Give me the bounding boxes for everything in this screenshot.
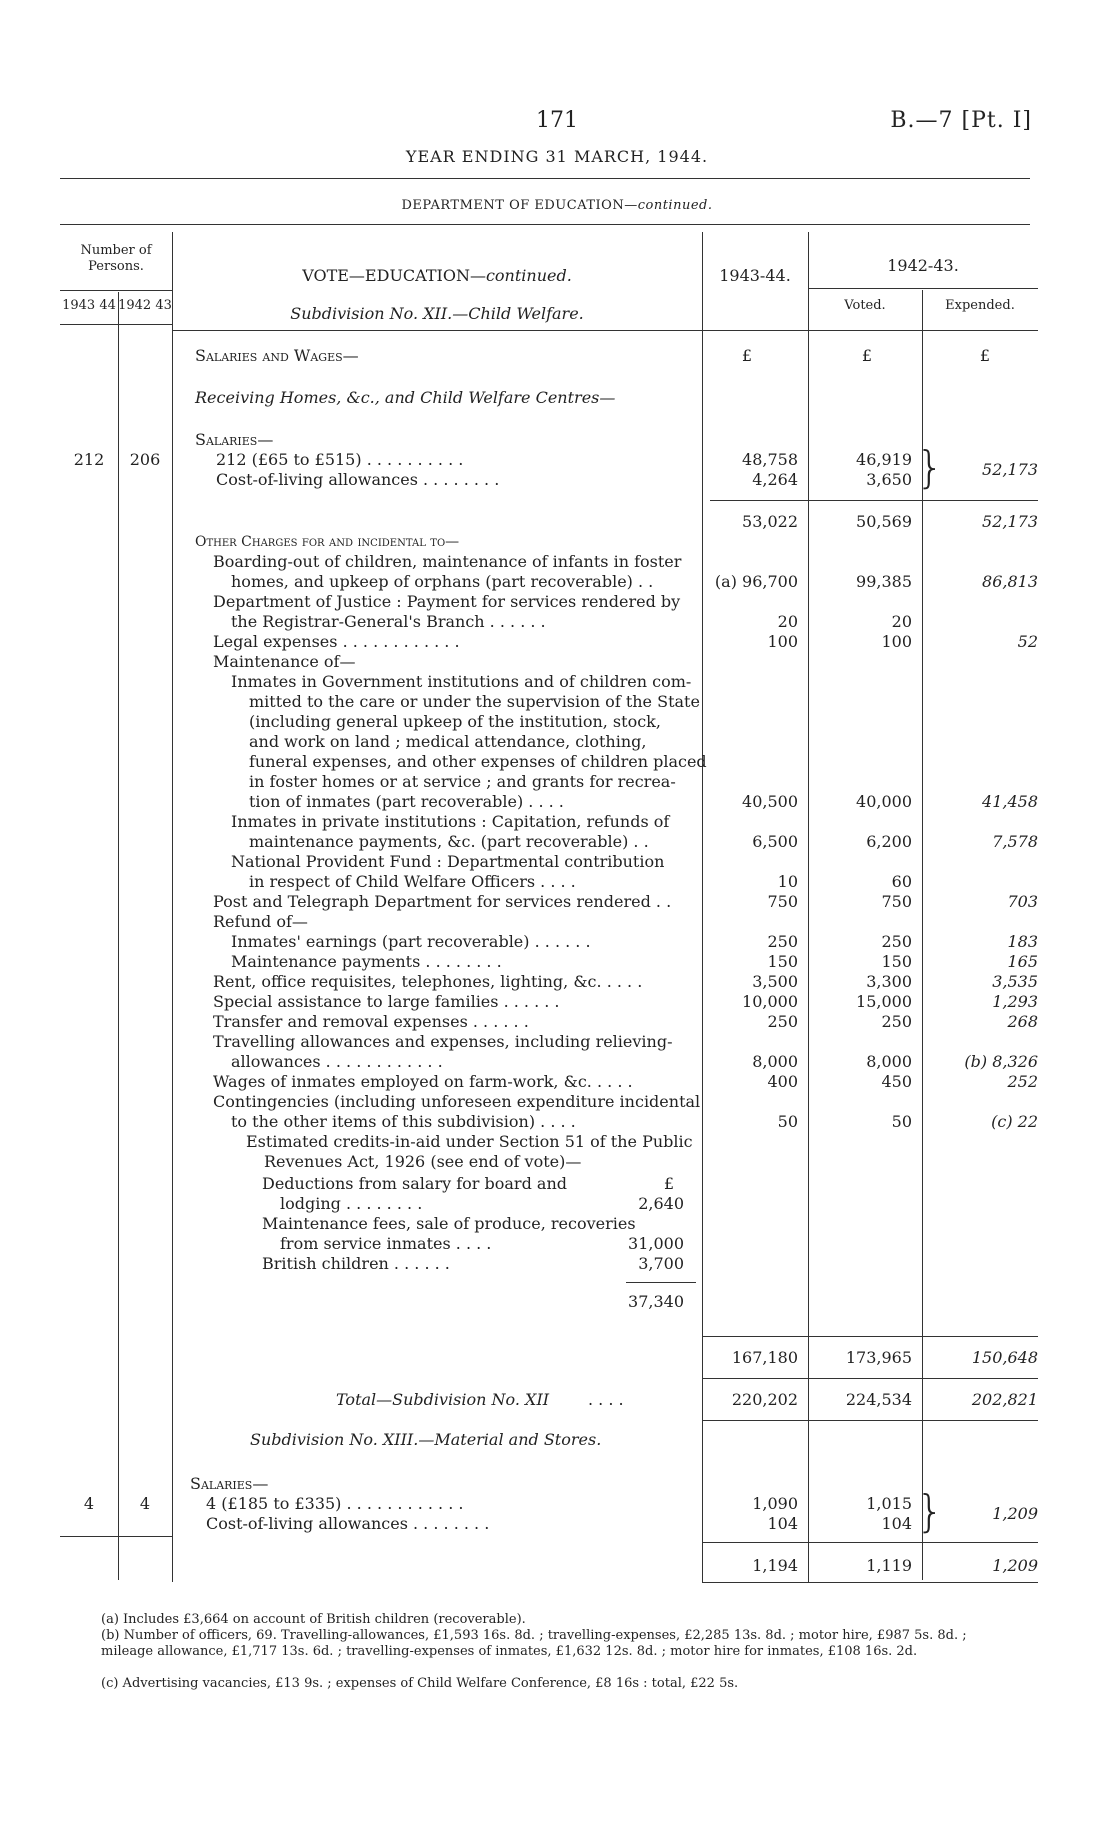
year-heading: YEAR ENDING 31 MARCH, 1944. bbox=[405, 147, 709, 166]
other-charges-heading: Other Charges for and incidental to— bbox=[195, 534, 460, 550]
charge-1943-value: 3,500 bbox=[752, 972, 798, 991]
sub13-total-1943: 1,194 bbox=[752, 1556, 798, 1575]
charge-line-text: Department of Justice : Payment for services rendered by bbox=[213, 592, 681, 611]
charge-line-text: Boarding-out of children, maintenance of infants in foster bbox=[213, 552, 682, 571]
salary-1943-value: 48,758 bbox=[742, 450, 798, 469]
credit-item-2-line-1: Maintenance fees, sale of produce, recoveries bbox=[262, 1214, 636, 1233]
charge-voted-value: 50 bbox=[891, 1112, 912, 1131]
charge-voted-value: 6,200 bbox=[866, 832, 912, 851]
charge-line-text: the Registrar-General's Branch . . . . . . bbox=[231, 612, 546, 631]
sub13-cola-voted: 104 bbox=[881, 1514, 912, 1533]
credit-item-1-amount: 2,640 bbox=[638, 1194, 684, 1213]
charge-voted-value: 100 bbox=[881, 632, 912, 651]
sub13-total-expended: 1,209 bbox=[992, 1556, 1038, 1575]
description-right-rule bbox=[702, 232, 703, 1582]
page-number: 171 bbox=[536, 108, 578, 133]
charge-line-text: Inmates in Government institutions and of children com- bbox=[231, 672, 692, 691]
charge-expended-value: 252 bbox=[1007, 1072, 1038, 1091]
header-bottom-rule bbox=[172, 330, 1038, 331]
sub12-total-expended: 202,821 bbox=[971, 1390, 1038, 1409]
persons-1943-44: 212 bbox=[73, 450, 105, 469]
charge-line-text: Refund of— bbox=[213, 912, 308, 931]
sub13-salary-label: 4 (£185 to £335) . . . . . . . . . . . . bbox=[206, 1494, 464, 1513]
charge-line-text: Travelling allowances and expenses, including relieving- bbox=[213, 1032, 673, 1051]
charge-voted-value: 99,385 bbox=[856, 572, 912, 591]
sub13-subtotal-rule bbox=[702, 1542, 1038, 1543]
charge-expended-value: 1,293 bbox=[992, 992, 1038, 1011]
charge-voted-value: 8,000 bbox=[866, 1052, 912, 1071]
charge-1943-value: (a) 96,700 bbox=[714, 572, 798, 591]
department-heading: DEPARTMENT OF EDUCATION—continued. bbox=[401, 198, 713, 213]
charge-voted-value: 250 bbox=[881, 1012, 912, 1031]
sub13-salary-voted: 1,015 bbox=[866, 1494, 912, 1513]
charge-1943-value: 100 bbox=[767, 632, 798, 651]
column-1942-43-header: 1942-43. bbox=[887, 256, 959, 275]
other-total-expended: 150,648 bbox=[971, 1348, 1038, 1367]
table-top-rule bbox=[60, 224, 1030, 225]
charge-line-text: maintenance payments, &c. (part recoverable) . . bbox=[249, 832, 649, 851]
sub13-heading: Subdivision No. XIII.—Material and Stores. bbox=[250, 1430, 602, 1449]
charge-expended-value: 86,813 bbox=[982, 572, 1038, 591]
sub12-total-dots: . . . . bbox=[588, 1390, 624, 1409]
persons-1942-43: 206 bbox=[129, 450, 161, 469]
salary-expended-value: 52,173 bbox=[982, 460, 1038, 479]
persons-right-rule bbox=[172, 232, 173, 1582]
charge-1943-value: 8,000 bbox=[752, 1052, 798, 1071]
charge-voted-value: 15,000 bbox=[856, 992, 912, 1011]
c1943-right-rule bbox=[808, 232, 809, 1582]
salaries-heading: Salaries— bbox=[195, 430, 274, 449]
footnote-c: (c) Advertising vacancies, £13 9s. ; expenses of Child Welfare Conference, £8 16s : total, £22 5s. bbox=[101, 1676, 739, 1691]
other-total-voted: 173,965 bbox=[845, 1348, 912, 1367]
cola-voted-value: 3,650 bbox=[866, 470, 912, 489]
sub13-persons-1943-44: 4 bbox=[83, 1494, 95, 1513]
sub13-persons-1942-43: 4 bbox=[139, 1494, 151, 1513]
charge-1943-value: 10,000 bbox=[742, 992, 798, 1011]
charge-expended-value: (c) 22 bbox=[991, 1112, 1038, 1131]
cola-1943-value: 4,264 bbox=[752, 470, 798, 489]
sub12-total-rule-top bbox=[702, 1378, 1038, 1379]
charge-line-text: in respect of Child Welfare Officers . . . . bbox=[249, 872, 576, 891]
charge-expended-value: 703 bbox=[1007, 892, 1038, 911]
charge-line-text: mitted to the care or under the supervision of the State bbox=[249, 692, 700, 711]
charge-1943-value: 150 bbox=[767, 952, 798, 971]
charge-line-text: Wages of inmates employed on farm-work, &c. . . . . bbox=[213, 1072, 633, 1091]
salary-total-expended: 52,173 bbox=[982, 512, 1038, 531]
charge-expended-value: 7,578 bbox=[992, 832, 1038, 851]
sub12-total-rule-bottom bbox=[702, 1420, 1038, 1421]
charge-line-text: to the other items of this subdivision) . . . . bbox=[231, 1112, 576, 1131]
charge-1943-value: 40,500 bbox=[742, 792, 798, 811]
column-1943-44-header: 1943-44. bbox=[719, 266, 791, 285]
charge-line-text: funeral expenses, and other expenses of children placed bbox=[249, 752, 707, 771]
charge-1943-value: 250 bbox=[767, 1012, 798, 1031]
sub12-total-voted: 224,534 bbox=[845, 1390, 912, 1409]
credits-line-1: Estimated credits-in-aid under Section 51 of the Public bbox=[246, 1132, 693, 1151]
salary-row-label: 212 (£65 to £515) . . . . . . . . . . bbox=[216, 450, 464, 469]
salary-total-voted: 50,569 bbox=[856, 512, 912, 531]
receiving-homes-heading: Receiving Homes, &c., and Child Welfare Centres— bbox=[195, 388, 616, 407]
number-of-persons-header: Number of Persons. bbox=[80, 243, 152, 274]
sub13-persons-rule bbox=[60, 1536, 172, 1537]
persons-divider bbox=[118, 292, 119, 1580]
vote-heading: VOTE—EDUCATION—continued. bbox=[302, 266, 572, 285]
persons-subheader-rule bbox=[60, 324, 172, 325]
charge-1943-value: 50 bbox=[777, 1112, 798, 1131]
charge-expended-value: 3,535 bbox=[992, 972, 1038, 991]
credit-item-2-amount: 31,000 bbox=[628, 1234, 684, 1253]
brace-icon: } bbox=[916, 1486, 944, 1537]
sub13-salaries-heading: Salaries— bbox=[190, 1474, 269, 1493]
other-total-1943: 167,180 bbox=[731, 1348, 798, 1367]
expended-header: Expended. bbox=[945, 298, 1015, 313]
credits-total-rule bbox=[626, 1282, 696, 1283]
voted-header: Voted. bbox=[844, 298, 886, 313]
pound-sign-voted: £ bbox=[861, 346, 872, 365]
year-1943-44-subheader: 1943 44 bbox=[62, 298, 116, 313]
credit-item-2-line-2: from service inmates . . . . bbox=[280, 1234, 492, 1253]
charge-voted-value: 3,300 bbox=[866, 972, 912, 991]
charge-line-text: Transfer and removal expenses . . . . . . bbox=[213, 1012, 529, 1031]
other-subtotal-rule bbox=[702, 1336, 1038, 1337]
charge-1943-value: 6,500 bbox=[752, 832, 798, 851]
charge-line-text: allowances . . . . . . . . . . . . bbox=[231, 1052, 443, 1071]
credit-item-1-line-2: lodging . . . . . . . . bbox=[280, 1194, 423, 1213]
charge-line-text: National Provident Fund : Departmental contribution bbox=[231, 852, 665, 871]
charge-expended-value: 268 bbox=[1007, 1012, 1038, 1031]
charge-voted-value: 20 bbox=[891, 612, 912, 631]
footnote-b: (b) Number of officers, 69. Travelling-allowances, £1,593 16s. 8d. ; travelling-expenses, £2,285 13s. 8d. ; motor hire, £987 5s. 8d. ; mileage allowance, £1,717 13s. 6d. ; travelling-expenses of inmates, £1,632 12s. 8d. ; motor hire for inmates, £108 16s. 2d. bbox=[101, 1628, 967, 1659]
charge-line-text: Maintenance of— bbox=[213, 652, 356, 671]
credits-pound-sign: £ bbox=[663, 1174, 674, 1193]
charge-1943-value: 250 bbox=[767, 932, 798, 951]
charge-expended-value: (b) 8,326 bbox=[964, 1052, 1038, 1071]
sub13-cola-1943: 104 bbox=[767, 1514, 798, 1533]
charge-expended-value: 41,458 bbox=[982, 792, 1038, 811]
charge-line-text: homes, and upkeep of orphans (part recoverable) . . bbox=[231, 572, 654, 591]
salary-voted-value: 46,919 bbox=[856, 450, 912, 469]
charge-line-text: Legal expenses . . . . . . . . . . . . bbox=[213, 632, 460, 651]
charge-line-text: Contingencies (including unforeseen expenditure incidental bbox=[213, 1092, 701, 1111]
charge-line-text: Post and Telegraph Department for services rendered . . bbox=[213, 892, 672, 911]
salary-total-1943: 53,022 bbox=[742, 512, 798, 531]
charge-expended-value: 52 bbox=[1017, 632, 1038, 651]
charge-line-text: Special assistance to large families . . . . . . bbox=[213, 992, 560, 1011]
charge-line-text: (including general upkeep of the institution, stock, bbox=[249, 712, 661, 731]
sub13-total-voted: 1,119 bbox=[866, 1556, 912, 1575]
subdivision-heading: Subdivision No. XII.—Child Welfare. bbox=[290, 304, 584, 323]
persons-header-rule bbox=[60, 290, 172, 291]
charge-expended-value: 165 bbox=[1007, 952, 1038, 971]
charge-1943-value: 10 bbox=[777, 872, 798, 891]
pound-sign-expended: £ bbox=[979, 346, 990, 365]
charge-1943-value: 400 bbox=[767, 1072, 798, 1091]
salaries-and-wages-heading: Salaries and Wages— bbox=[195, 346, 359, 365]
charge-voted-value: 60 bbox=[891, 872, 912, 891]
charge-line-text: tion of inmates (part recoverable) . . . . bbox=[249, 792, 564, 811]
credit-item-3-amount: 3,700 bbox=[638, 1254, 684, 1273]
pound-sign-1943: £ bbox=[741, 346, 752, 365]
charge-line-text: Rent, office requisites, telephones, lighting, &c. . . . . bbox=[213, 972, 643, 991]
header-rule bbox=[60, 178, 1030, 179]
charge-line-text: in foster homes or at service ; and grants for recrea- bbox=[249, 772, 676, 791]
year-1942-43-subheader: 1942 43 bbox=[118, 298, 172, 313]
credits-line-2: Revenues Act, 1926 (see end of vote)— bbox=[264, 1152, 582, 1171]
charge-voted-value: 450 bbox=[881, 1072, 912, 1091]
charge-voted-value: 750 bbox=[881, 892, 912, 911]
table-bottom-rule bbox=[702, 1582, 1038, 1583]
year-header-rule bbox=[808, 288, 1038, 289]
document-reference: B.—7 [Pt. I] bbox=[890, 108, 1032, 133]
charge-line-text: Inmates' earnings (part recoverable) . . . . . . bbox=[231, 932, 591, 951]
cola-row-label: Cost-of-living allowances . . . . . . . . bbox=[216, 470, 500, 489]
charge-line-text: and work on land ; medical attendance, clothing, bbox=[249, 732, 647, 751]
sub13-salary-1943: 1,090 bbox=[752, 1494, 798, 1513]
charge-1943-value: 20 bbox=[777, 612, 798, 631]
charge-line-text: Maintenance payments . . . . . . . . bbox=[231, 952, 502, 971]
footnote-a: (a) Includes £3,664 on account of British children (recoverable). bbox=[101, 1612, 526, 1627]
charge-voted-value: 40,000 bbox=[856, 792, 912, 811]
credits-total: 37,340 bbox=[628, 1292, 684, 1311]
credit-item-3-line-1: British children . . . . . . bbox=[262, 1254, 450, 1273]
brace-icon: } bbox=[916, 442, 944, 493]
charge-expended-value: 183 bbox=[1007, 932, 1038, 951]
charge-line-text: Inmates in private institutions : Capitation, refunds of bbox=[231, 812, 670, 831]
salary-subtotal-rule bbox=[710, 500, 1038, 501]
charge-voted-value: 250 bbox=[881, 932, 912, 951]
sub12-total-1943: 220,202 bbox=[731, 1390, 798, 1409]
charge-voted-value: 150 bbox=[881, 952, 912, 971]
sub13-cola-label: Cost-of-living allowances . . . . . . . . bbox=[206, 1514, 490, 1533]
sub13-salary-expended: 1,209 bbox=[992, 1504, 1038, 1523]
credit-item-1-line-1: Deductions from salary for board and bbox=[262, 1174, 567, 1193]
charge-1943-value: 750 bbox=[767, 892, 798, 911]
sub12-total-label: Total—Subdivision No. XII bbox=[336, 1390, 550, 1409]
